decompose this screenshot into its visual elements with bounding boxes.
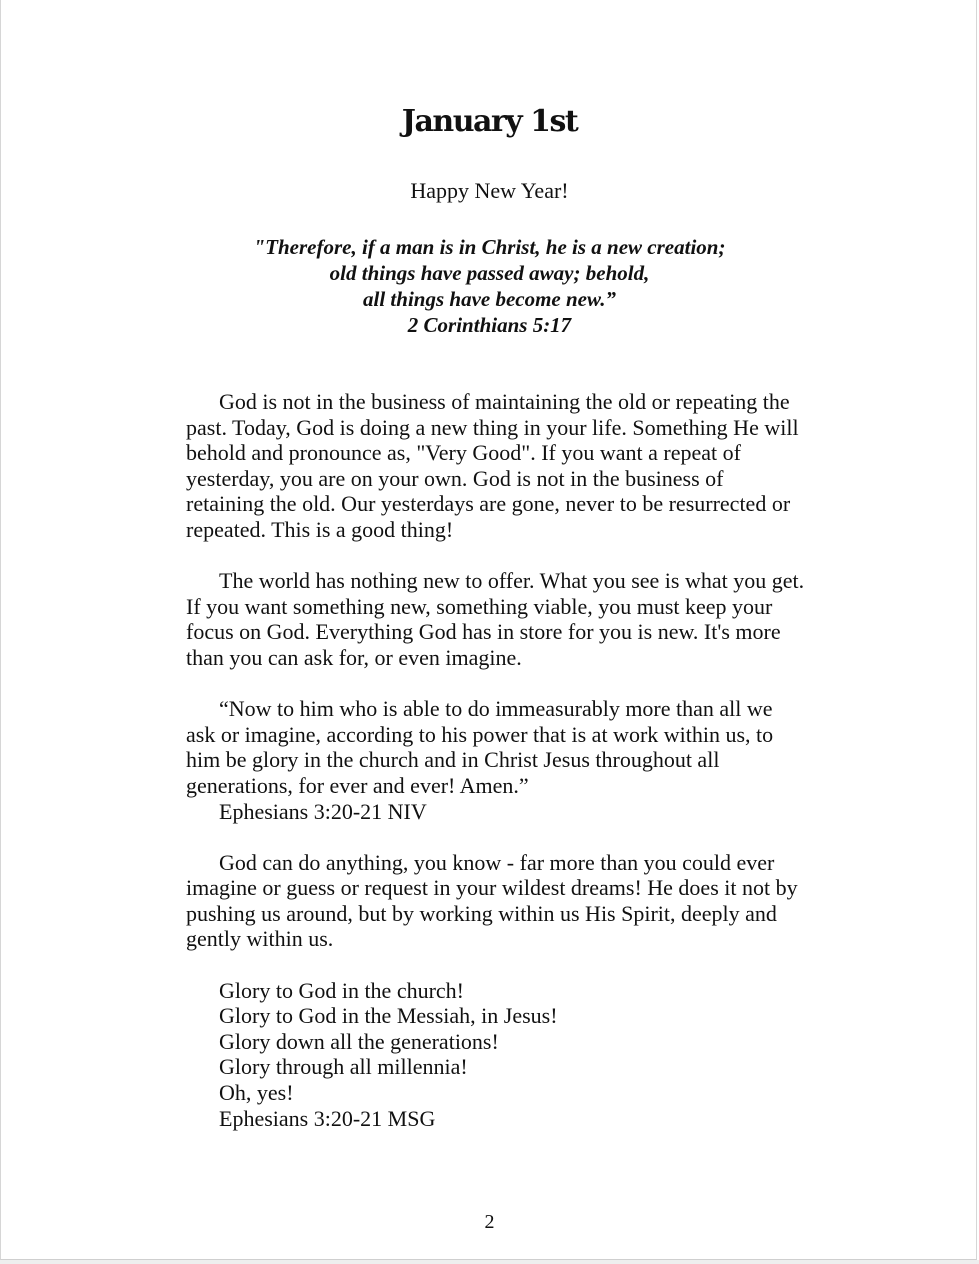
paragraph-1: God is not in the business of maintaining the old or repeating the past. Today, God is doing a new thing in your life. Something He will behold and pronounce as, "Very Good". If you want a repeat of yesterday, you are on your own. God is not in the business of retaining the old. Our yesterdays are gone, never to be resurrected or repeated. This is a good thing! (186, 389, 799, 542)
poem-line: Glory down all the generations! (219, 1028, 499, 1054)
page-subtitle: Happy New Year! (410, 178, 569, 203)
poem-line: Glory through all millennia! (219, 1054, 468, 1080)
quote-block (186, 696, 806, 824)
page-bottom-edge (0, 1260, 979, 1264)
paragraph-4: God can do anything, you know - far more than you could ever imagine or guess or request in your wildest dreams! He does it not by pushing us around, but by working within us His Spirit, deeply and gently within us. (186, 849, 798, 952)
scripture-line: old things have passed away; behold, (329, 261, 650, 285)
poem-reference: Ephesians 3:20-21 MSG (219, 1105, 436, 1131)
paragraph-2: The world has nothing new to offer. What you see is what you get. If you want something new, something viable, you must keep your focus on God. Everything God has in store for you is new. It's more than you can ask for, or even imagine. (186, 568, 805, 670)
poem (186, 978, 806, 1132)
scripture-line: "Therefore, if a man is in Christ, he is a new creation; (253, 235, 726, 259)
scripture-line: all things have become new.” (363, 287, 616, 311)
quote-reference: Ephesians 3:20-21 NIV (219, 798, 427, 824)
page-number: 2 (484, 1211, 495, 1233)
scripture-reference: 2 Corinthians 5:17 (407, 313, 572, 337)
poem-line: Glory to God in the Messiah, in Jesus! (219, 1003, 558, 1029)
poem-line: Oh, yes! (219, 1080, 294, 1106)
poem-line: Glory to God in the church! (219, 977, 464, 1003)
body-text (186, 389, 806, 1131)
paragraph-3: “Now to him who is able to do immeasurably more than all we ask or imagine, according to his power that is at work within us, to him be glory in the church and in Christ Jesus throughout all generations, for ever and ever! Amen.” (186, 696, 774, 798)
page-title: January 1st (401, 104, 578, 139)
scripture-quote (1, 234, 978, 338)
